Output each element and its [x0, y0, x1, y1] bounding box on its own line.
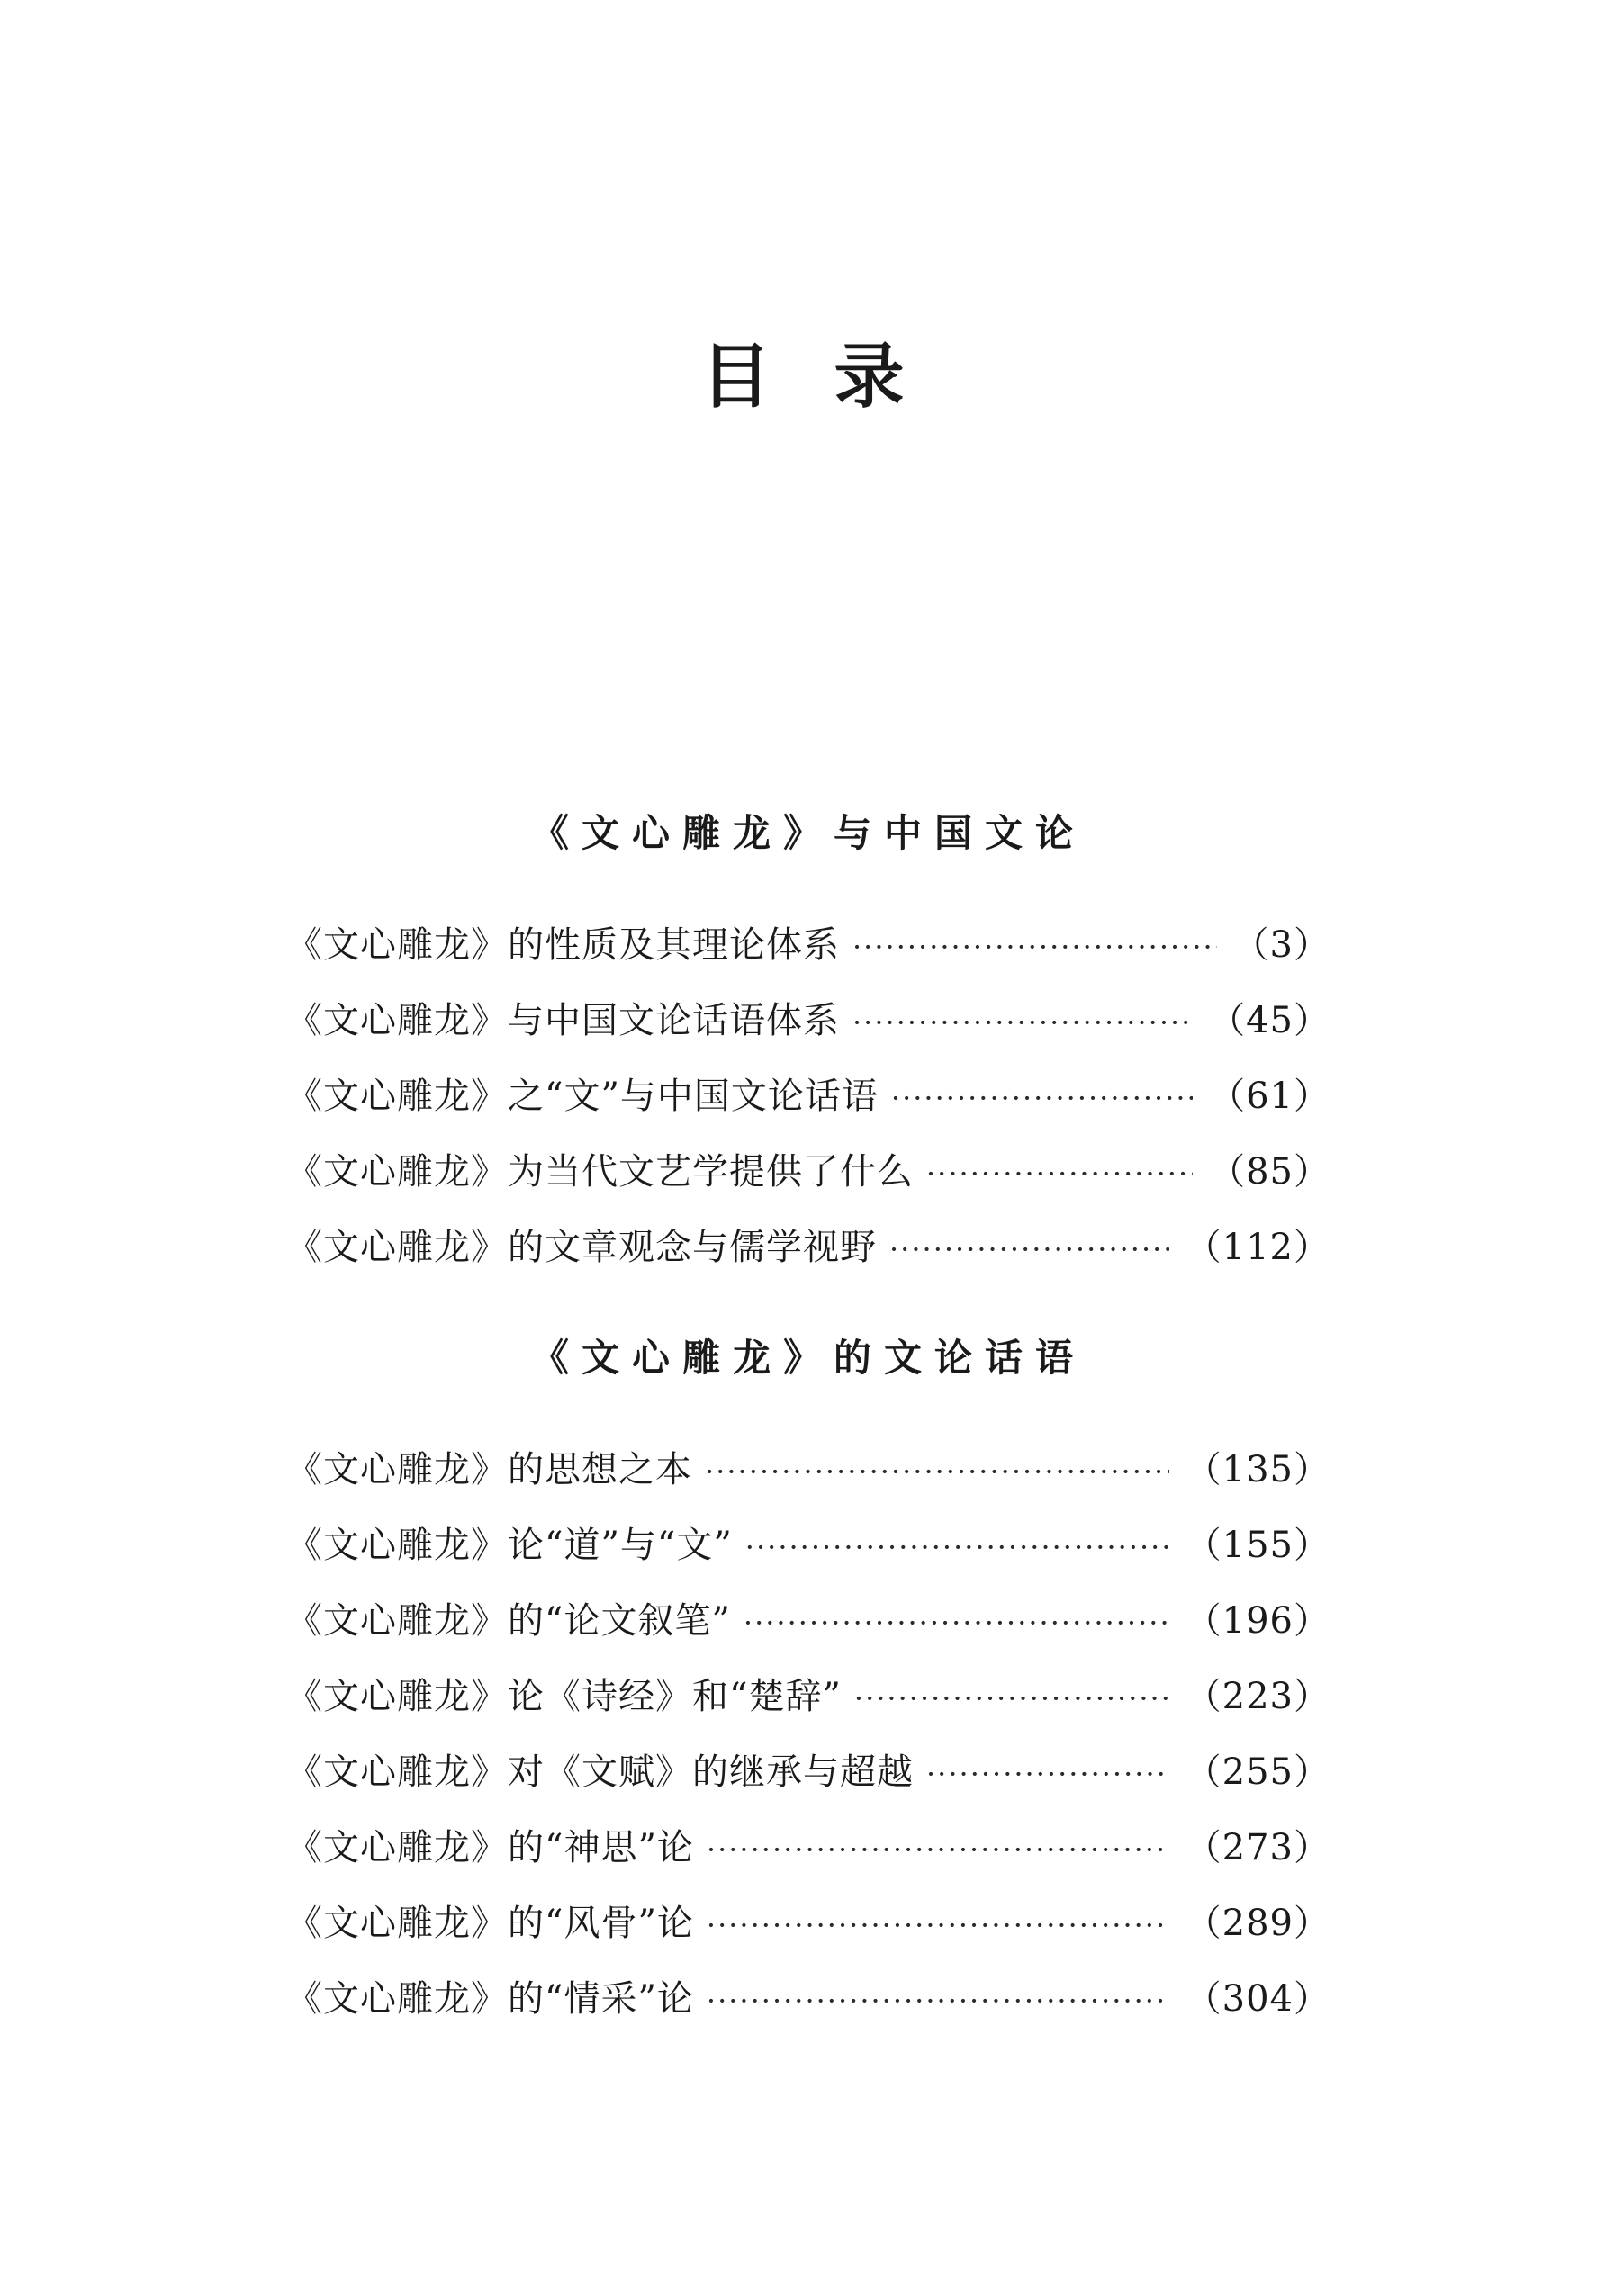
toc-entry[interactable]: [286, 1676, 1330, 1754]
toc-list: [286, 1449, 1330, 2057]
page-title: 目录: [700, 336, 968, 418]
toc-entry[interactable]: [286, 924, 1330, 1003]
dot-leader: [854, 1684, 1169, 1713]
toc-entry[interactable]: [286, 1905, 1330, 1981]
toc-entry-title: 《文心雕龙》对《文赋》的继承与超越: [286, 1751, 914, 1793]
toc-section-1: [286, 811, 1330, 1305]
toc-entry[interactable]: [286, 1078, 1330, 1154]
toc-entry-page: （85）: [1209, 1151, 1330, 1193]
dot-leader: [852, 1008, 1193, 1037]
toc-entry-page: （255）: [1185, 1751, 1330, 1793]
toc-entry[interactable]: [286, 1151, 1330, 1229]
dot-leader: [707, 1835, 1169, 1864]
toc-entry-page: （304）: [1185, 1978, 1330, 2020]
toc-entry-page: （3）: [1232, 924, 1330, 966]
toc-entry[interactable]: [286, 1600, 1330, 1679]
toc-entry-title: 《文心雕龙》的“神思”论: [286, 1827, 694, 1868]
toc-entry[interactable]: [286, 1229, 1330, 1305]
toc-entry[interactable]: [286, 1751, 1330, 1830]
toc-entry-title: 《文心雕龙》之“文”与中国文论话语: [286, 1076, 879, 1117]
toc-entry-page: （289）: [1185, 1903, 1330, 1944]
dot-leader: [852, 932, 1217, 961]
toc-entry-page: （135）: [1185, 1449, 1330, 1490]
dot-leader: [745, 1533, 1169, 1562]
toc-entry-title: 《文心雕龙》为当代文艺学提供了什么: [286, 1151, 914, 1193]
dot-leader: [707, 1986, 1169, 2015]
toc-entry-title: 《文心雕龙》的思想之本: [286, 1449, 692, 1490]
dot-leader: [707, 1911, 1169, 1940]
toc-entry[interactable]: [286, 1000, 1330, 1078]
toc-entry-title: 《文心雕龙》的“情采”论: [286, 1978, 694, 2020]
toc-entry-title: 《文心雕龙》与中国文论话语体系: [286, 1000, 840, 1041]
toc-entry[interactable]: [286, 1827, 1330, 1905]
section-heading: 《文心雕龙》与中国文论: [530, 811, 1086, 855]
toc-entry[interactable]: [286, 1449, 1330, 1527]
toc-entry-page: （223）: [1185, 1676, 1330, 1717]
dot-leader: [705, 1457, 1169, 1486]
dot-leader: [926, 1159, 1193, 1188]
toc-entry-page: （273）: [1185, 1827, 1330, 1868]
toc-entry-page: （196）: [1185, 1600, 1330, 1642]
dot-leader: [744, 1608, 1169, 1637]
toc-entry[interactable]: [286, 1978, 1330, 2057]
toc-entry-title: 《文心雕龙》的“风骨”论: [286, 1903, 694, 1944]
toc-entry-page: （45）: [1209, 1000, 1330, 1041]
dot-leader: [891, 1084, 1193, 1112]
toc-entry-page: （61）: [1209, 1076, 1330, 1117]
toc-entry-title: 《文心雕龙》论“道”与“文”: [286, 1525, 733, 1566]
toc-section-2: [286, 1336, 1330, 2057]
toc-list: [286, 924, 1330, 1305]
toc-entry-title: 《文心雕龙》论《诗经》和“楚辞”: [286, 1676, 842, 1717]
dot-leader: [926, 1760, 1169, 1788]
dot-leader: [889, 1235, 1169, 1264]
section-heading: 《文心雕龙》的文论话语: [530, 1336, 1086, 1380]
toc-entry-title: 《文心雕龙》的文章观念与儒学视野: [286, 1227, 877, 1268]
toc-entry[interactable]: [286, 1527, 1330, 1603]
toc-entry-page: （112）: [1185, 1227, 1330, 1268]
toc-entry-title: 《文心雕龙》的性质及其理论体系: [286, 924, 840, 966]
toc-entry-page: （155）: [1185, 1525, 1330, 1566]
toc-entry-title: 《文心雕龙》的“论文叙笔”: [286, 1600, 731, 1642]
